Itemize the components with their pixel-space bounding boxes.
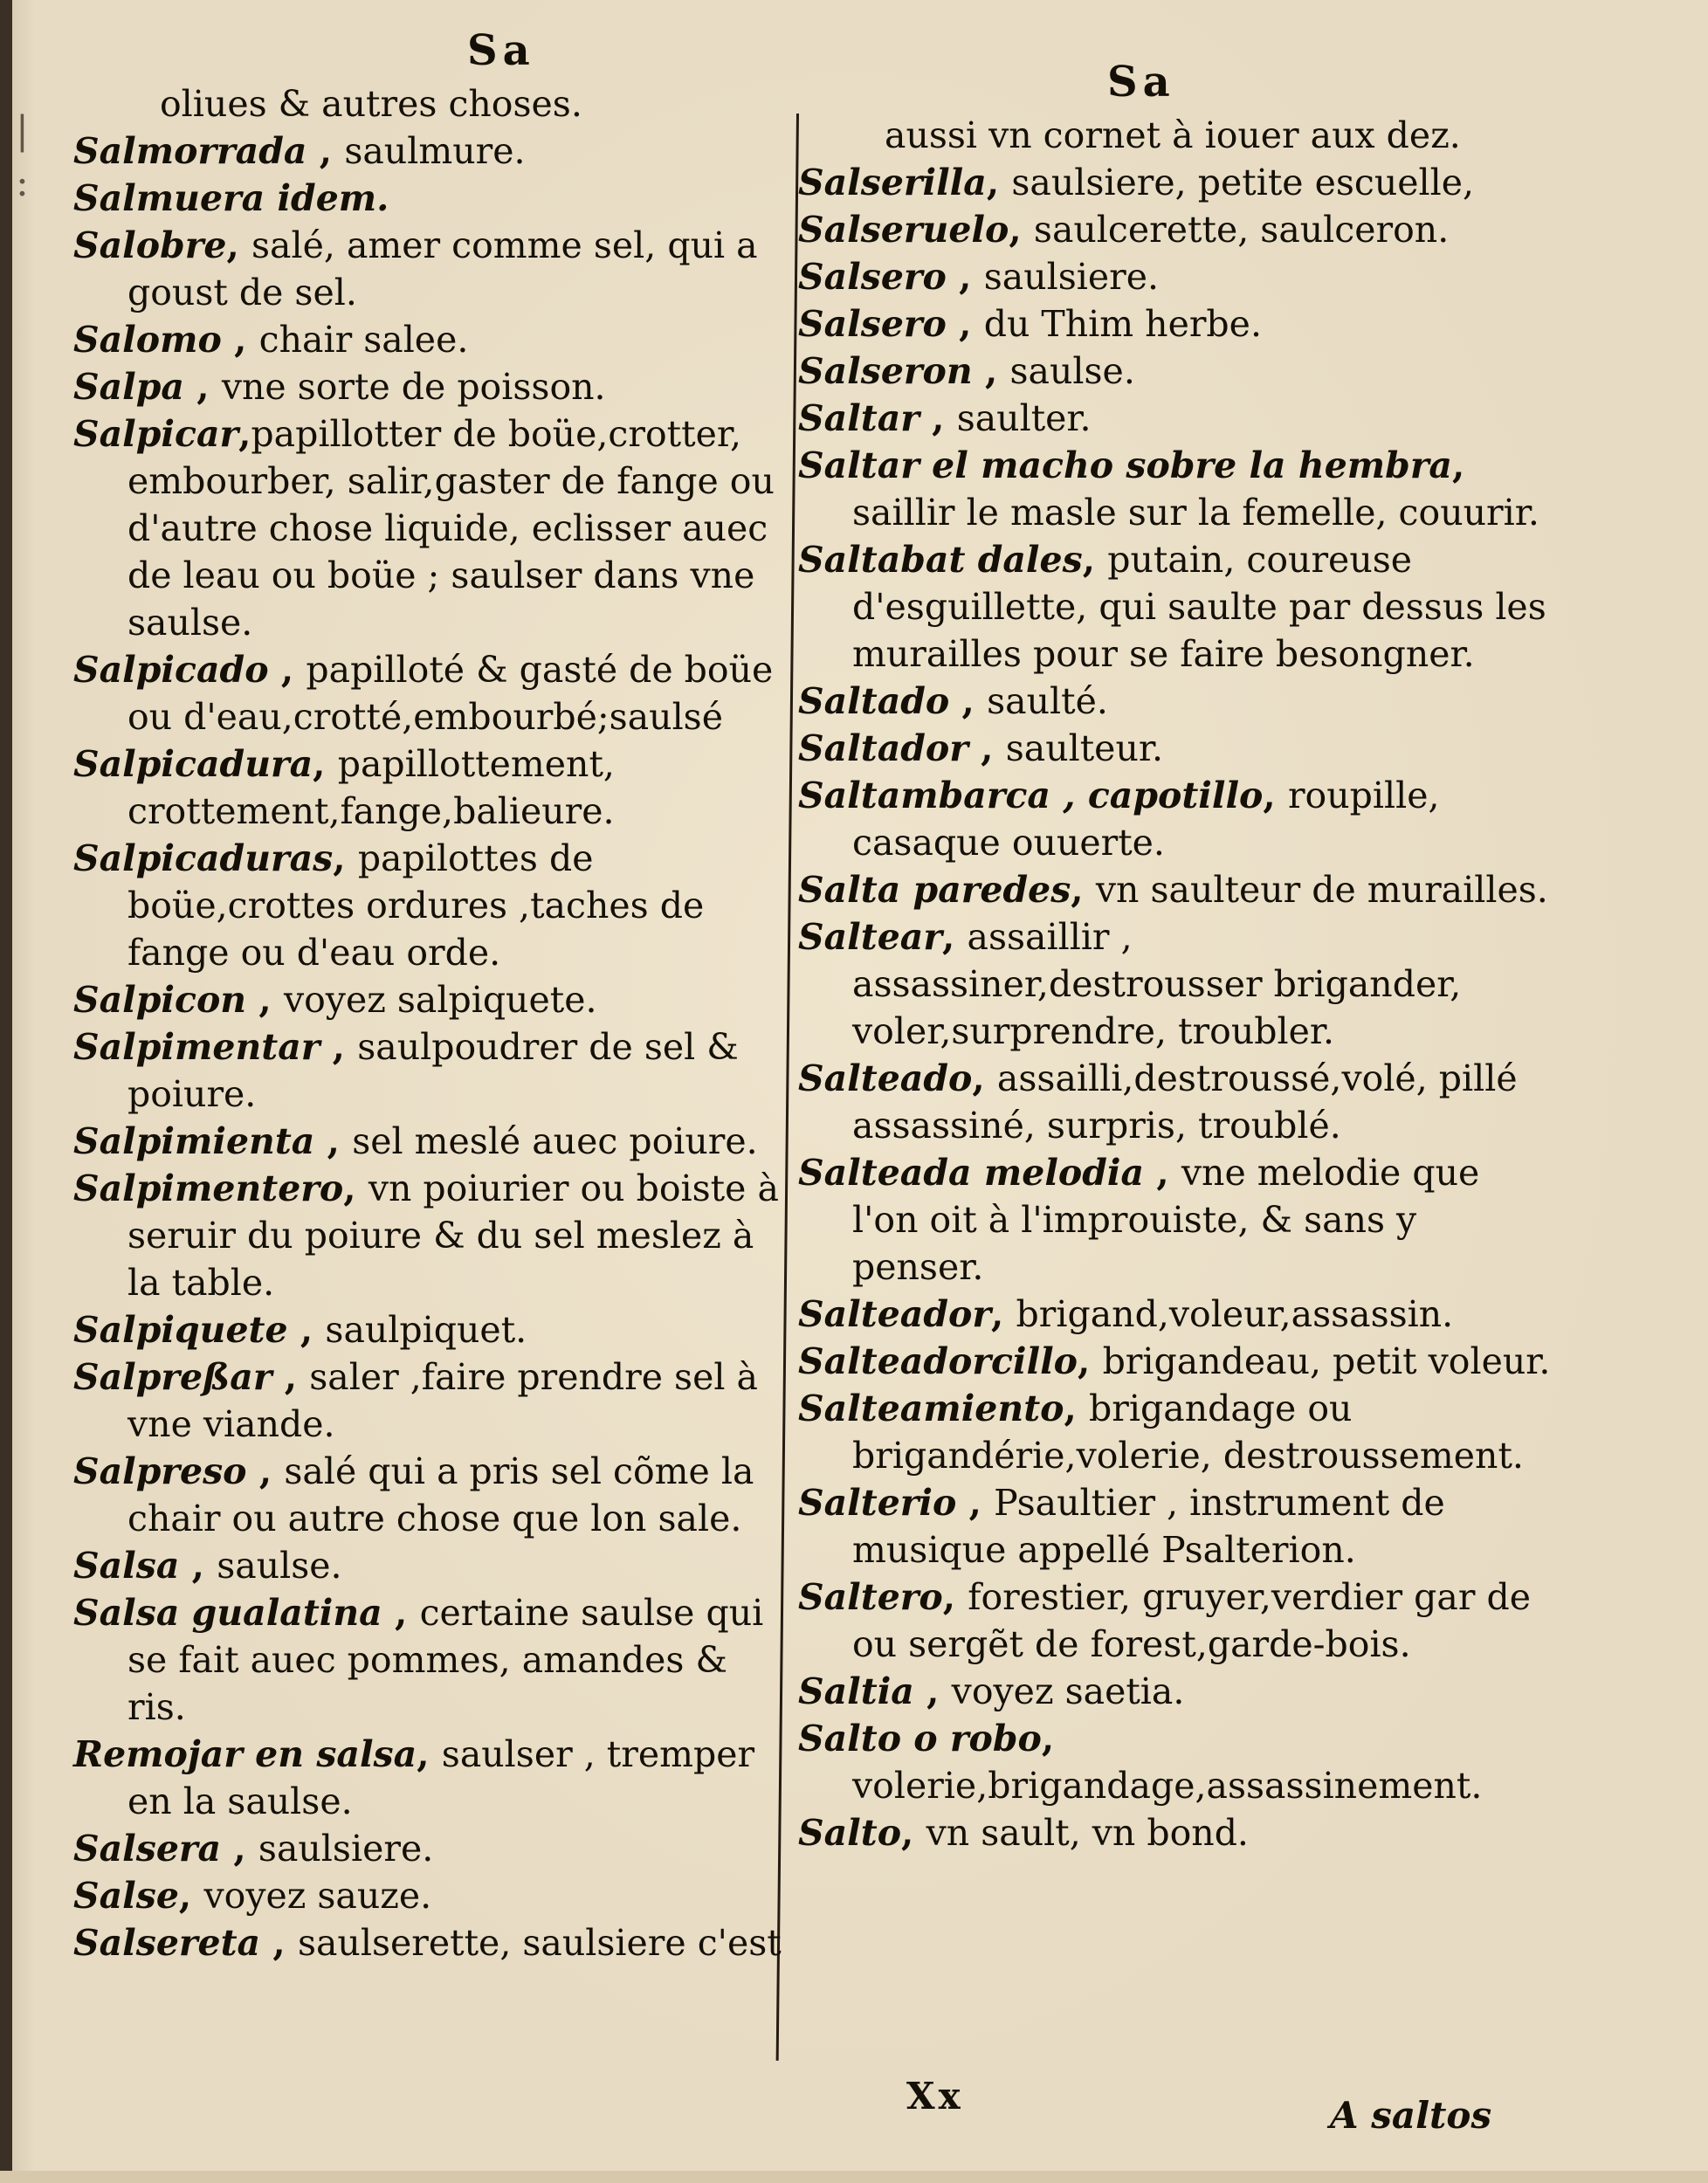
entry-separator: , <box>306 130 345 172</box>
entry-separator: , <box>956 1482 995 1524</box>
entry-definition: saler ,faire prendre sel à vne viande. <box>127 1356 758 1445</box>
entry-definition: saulpoudrer de sel & poiure. <box>127 1026 739 1115</box>
entry-separator: , <box>238 413 251 455</box>
entry-separator: , <box>972 350 1010 392</box>
entry-headword: Saltar <box>798 397 919 439</box>
entry-separator: , <box>946 256 984 298</box>
dictionary-entry <box>784 206 1553 253</box>
entry-headword: Saltar el macho sobre la hembra <box>798 444 1452 486</box>
entry-headword: Salterio <box>798 1482 957 1524</box>
entry-definition: saulsiere, petite escuelle, <box>1011 162 1475 203</box>
entry-separator: , <box>946 303 984 345</box>
dictionary-entry <box>784 1715 1553 1809</box>
entry-definition: saulsiere. <box>983 256 1160 298</box>
entry-headword: Salsero <box>798 256 947 298</box>
entry-headword: Salpa <box>73 366 184 408</box>
entry-headword: Salteada melodia <box>798 1152 1145 1194</box>
dictionary-entry <box>59 1306 793 1353</box>
right-column <box>784 112 1553 1856</box>
entry-separator: , <box>1071 869 1096 911</box>
dictionary-entry <box>59 363 793 410</box>
entry-separator: , <box>986 162 1012 203</box>
entry-separator: , <box>1041 1718 1055 1759</box>
entry-headword: Salteado <box>798 1057 973 1099</box>
entry-headword: Salmorrada <box>73 130 307 172</box>
entry-separator: , <box>1144 1152 1181 1194</box>
entry-headword: Salpicado <box>73 649 269 691</box>
dictionary-entry <box>784 1291 1553 1338</box>
entry-definition: roupille, casaque ouuerte. <box>852 775 1440 864</box>
entry-separator: , <box>968 727 1006 769</box>
entry-headword: Salsa <box>73 1545 180 1587</box>
entry-headword: Saltear <box>798 916 942 958</box>
entry-separator: , <box>913 1670 952 1712</box>
entry-headword: Saltador <box>798 727 968 769</box>
running-head-right: Sa <box>1107 58 1175 107</box>
dictionary-entry <box>784 1809 1553 1856</box>
dictionary-entry <box>59 1589 793 1731</box>
entry-definition: vn poiurier ou boiste à seruir du poiure & du sel meslez à la table. <box>127 1167 779 1304</box>
entry-definition: vne sorte de poisson. <box>221 366 606 408</box>
entry-definition: saulse. <box>1009 350 1135 392</box>
entry-definition: Psaultier , instrument de musique appellé Psalterion. <box>852 1482 1445 1571</box>
dictionary-entry <box>784 395 1553 442</box>
dictionary-entry <box>59 1919 793 1966</box>
entry-headword: Salto <box>798 1812 902 1854</box>
dictionary-entry <box>59 1872 793 1919</box>
dictionary-entry <box>784 300 1553 348</box>
running-head-left: Sa <box>467 26 535 75</box>
entry-definition: vne melodie que l'on oit à l'improuiste, & sans y penser. <box>852 1152 1480 1288</box>
entry-definition: voyez salpiquete. <box>283 979 597 1021</box>
dictionary-entry <box>59 740 793 835</box>
entry-separator: , <box>314 1120 353 1162</box>
entry-headword: Salpreßar <box>73 1356 272 1398</box>
entry-separator: , <box>221 319 259 361</box>
dictionary-entry <box>59 1825 793 1872</box>
entry-headword: Salpicon <box>73 979 247 1021</box>
entry-separator: , <box>183 366 222 408</box>
entry-headword: Saltabat dales <box>798 539 1083 581</box>
entry-separator: , <box>221 1828 258 1870</box>
dictionary-entry <box>59 1353 793 1448</box>
entry-definition: volerie,brigandage,assassinement. <box>852 1765 1483 1807</box>
dictionary-entry <box>59 1731 793 1825</box>
entry-definition: saulteur. <box>1005 727 1163 769</box>
entry-definition: papilloté & gasté de boüe ou d'eau,crotté,embourbé;saulsé <box>127 649 774 738</box>
entry-separator: , <box>333 837 358 879</box>
entry-separator: , <box>919 397 957 439</box>
entry-separator: , <box>287 1309 326 1351</box>
entry-definition: forestier, gruyer,verdier gar de ou sergẽt de forest,garde-bois. <box>852 1576 1531 1665</box>
entry-separator: , <box>990 1293 1016 1335</box>
entry-separator: , <box>901 1812 926 1854</box>
dictionary-entry <box>59 222 793 316</box>
entry-separator: , <box>246 979 284 1021</box>
entry-headword: Salmuera idem. <box>73 177 389 219</box>
dictionary-entry <box>784 159 1553 206</box>
entry-headword: Salobre <box>73 224 227 266</box>
dictionary-entry <box>784 772 1553 866</box>
entry-definition: sel meslé auec poiure. <box>352 1120 758 1162</box>
dictionary-entry <box>59 175 793 222</box>
entry-separator: , <box>972 1057 997 1099</box>
dictionary-entry <box>784 536 1553 678</box>
signature-mark: Xx <box>906 2075 964 2118</box>
dictionary-entry <box>784 442 1553 536</box>
entry-definition: chair salee. <box>258 319 469 361</box>
dictionary-entry <box>784 1668 1553 1715</box>
entry-separator: , <box>1009 209 1034 251</box>
entry-headword: Salpicaduras <box>73 837 334 879</box>
entry-headword: Saltado <box>798 680 950 722</box>
entry-definition: saulse. <box>217 1545 342 1587</box>
entry-headword: Salteamiento <box>798 1388 1064 1429</box>
entry-headword: Salteadorcillo <box>798 1340 1078 1382</box>
entry-headword: Remojar en salsa <box>73 1733 417 1775</box>
page-bottom-edge <box>0 2171 1708 2183</box>
entry-separator: , <box>1078 1340 1103 1382</box>
entry-definition: saulcerette, saulceron. <box>1033 209 1450 251</box>
entry-definition: saillir le masle sur la femelle, couurir. <box>852 492 1539 534</box>
entry-definition: papillottement, crottement,fange,balieure. <box>127 743 615 832</box>
entry-definition: brigand,voleur,assassin. <box>1016 1293 1454 1335</box>
entry-definition: putain, coureuse d'esguillette, qui saulte par dessus les murailles pour se faire besongner. <box>852 539 1546 675</box>
dictionary-entry <box>784 678 1553 725</box>
dictionary-entry <box>59 410 793 646</box>
entry-headword: Saltero <box>798 1576 943 1618</box>
dictionary-entry <box>784 1338 1553 1385</box>
dictionary-entry <box>784 1385 1553 1479</box>
entry-headword: Salomo <box>73 319 222 361</box>
entry-headword: Salta paredes <box>798 869 1071 911</box>
entry-definition: saulté. <box>987 680 1108 722</box>
dictionary-entry <box>59 835 793 976</box>
entry-separator: , <box>246 1450 285 1492</box>
entry-separator: , <box>949 680 988 722</box>
entry-definition: saulser , tremper en la saulse. <box>127 1733 755 1822</box>
dictionary-entry <box>59 976 793 1023</box>
entry-separator: , <box>382 1592 420 1634</box>
entry-definition: saulsiere. <box>258 1828 434 1870</box>
dictionary-entry <box>784 1055 1553 1149</box>
entry-separator: , <box>1082 539 1108 581</box>
entry-headword: Salpimentero <box>73 1167 344 1209</box>
dictionary-entry <box>784 1149 1553 1291</box>
entry-headword: Salse <box>73 1875 179 1917</box>
entry-definition: voyez saetia. <box>951 1670 1185 1712</box>
entry-separator: , <box>942 1576 968 1618</box>
margin-edge-marks: | : <box>16 108 29 205</box>
entry-headword: Salpicar <box>73 413 239 455</box>
catchword: A saltos <box>1330 2094 1492 2137</box>
dictionary-entry <box>59 1023 793 1118</box>
entry-headword: Saltambarca , capotillo <box>798 775 1264 816</box>
entry-headword: Salsereta <box>73 1922 261 1964</box>
entry-separator: , <box>1064 1388 1090 1429</box>
entry-definition: papilottes de boüe,crottes ordures ,taches de fange ou d'eau orde. <box>127 837 705 974</box>
dictionary-entry <box>59 646 793 740</box>
entry-definition: certaine saulse qui se fait auec pommes, amandes & ris. <box>127 1592 764 1728</box>
entry-separator: , <box>343 1167 368 1209</box>
entry-definition: brigandeau, petit voleur. <box>1102 1340 1551 1382</box>
entry-definition: saulserette, saulsiere c'est <box>297 1922 782 1964</box>
dictionary-entry <box>59 1165 793 1306</box>
entry-headword: Salpiquete <box>73 1309 288 1351</box>
entry-headword: Salserilla <box>798 162 987 203</box>
left-column-continuation: oliues & autres choses. <box>160 83 582 125</box>
entry-definition: vn saulteur de murailles. <box>1095 869 1548 911</box>
dictionary-entry <box>784 725 1553 772</box>
entry-separator: , <box>179 1545 217 1587</box>
entry-definition: saulter. <box>956 397 1092 439</box>
left-column <box>59 80 793 1966</box>
entry-headword: Salto o robo <box>798 1718 1042 1759</box>
dictionary-entry <box>784 348 1553 395</box>
entry-headword: Salsera <box>73 1828 222 1870</box>
entry-headword: Salseron <box>798 350 973 392</box>
entry-separator: , <box>320 1026 358 1068</box>
entry-separator: , <box>178 1875 204 1917</box>
entry-separator: , <box>268 649 306 691</box>
entry-separator: , <box>260 1922 298 1964</box>
dictionary-entry <box>784 253 1553 300</box>
entry-definition: du Thim herbe. <box>983 303 1262 345</box>
entry-definition: saulpiquet. <box>325 1309 527 1351</box>
entry-definition: salé, amer comme sel, qui a goust de sel. <box>127 224 758 313</box>
entry-separator: , <box>417 1733 442 1775</box>
entry-headword: Salsero <box>798 303 947 345</box>
dictionary-entry <box>59 1118 793 1165</box>
entry-definition: papillotter de boüe,crotter, embourber, salir,gaster de fange ou d'autre chose liquide, eclisser auec de leau ou boüe ; saulser dans vne saulse. <box>127 413 775 644</box>
dictionary-entry <box>59 1448 793 1542</box>
entry-headword: Salpimentar <box>73 1026 320 1068</box>
entry-definition: assailli,destroussé,volé, pillé assassiné, surpris, troublé. <box>852 1057 1518 1147</box>
entry-definition: brigandage ou brigandérie,volerie, destroussement. <box>852 1388 1524 1477</box>
entry-separator: , <box>1452 444 1465 486</box>
entry-headword: Salteador <box>798 1293 991 1335</box>
entry-definition: salé qui a pris sel cõme la chair ou autre chose que lon sale. <box>127 1450 754 1539</box>
dictionary-entry <box>59 127 793 175</box>
entry-separator: , <box>272 1356 310 1398</box>
entry-headword: Salpimienta <box>73 1120 315 1162</box>
entry-separator: , <box>1263 775 1288 816</box>
dictionary-entry <box>59 316 793 363</box>
dictionary-entry <box>59 1542 793 1589</box>
entry-headword: Salpreso <box>73 1450 247 1492</box>
entry-headword: Salseruelo <box>798 209 1009 251</box>
entry-definition: vn sault, vn bond. <box>926 1812 1249 1854</box>
entry-separator: , <box>313 743 338 785</box>
entry-headword: Saltia <box>798 1670 914 1712</box>
entry-separator: , <box>226 224 252 266</box>
entry-headword: Salsa gualatina <box>73 1592 382 1634</box>
entry-definition: voyez sauze. <box>203 1875 432 1917</box>
entry-headword: Salpicadura <box>73 743 313 785</box>
dictionary-entry <box>784 1574 1553 1668</box>
entry-separator: , <box>941 916 968 958</box>
right-column-continuation: aussi vn cornet à iouer aux dez. <box>885 114 1461 156</box>
entry-definition: assaillir , assassiner,destrousser brigander, voler,surprendre, troubler. <box>852 916 1462 1052</box>
book-spine-edge <box>0 0 12 2183</box>
dictionary-entry <box>784 913 1553 1055</box>
dictionary-entry <box>784 1479 1553 1574</box>
entry-definition: saulmure. <box>344 130 526 172</box>
dictionary-entry <box>784 866 1553 913</box>
